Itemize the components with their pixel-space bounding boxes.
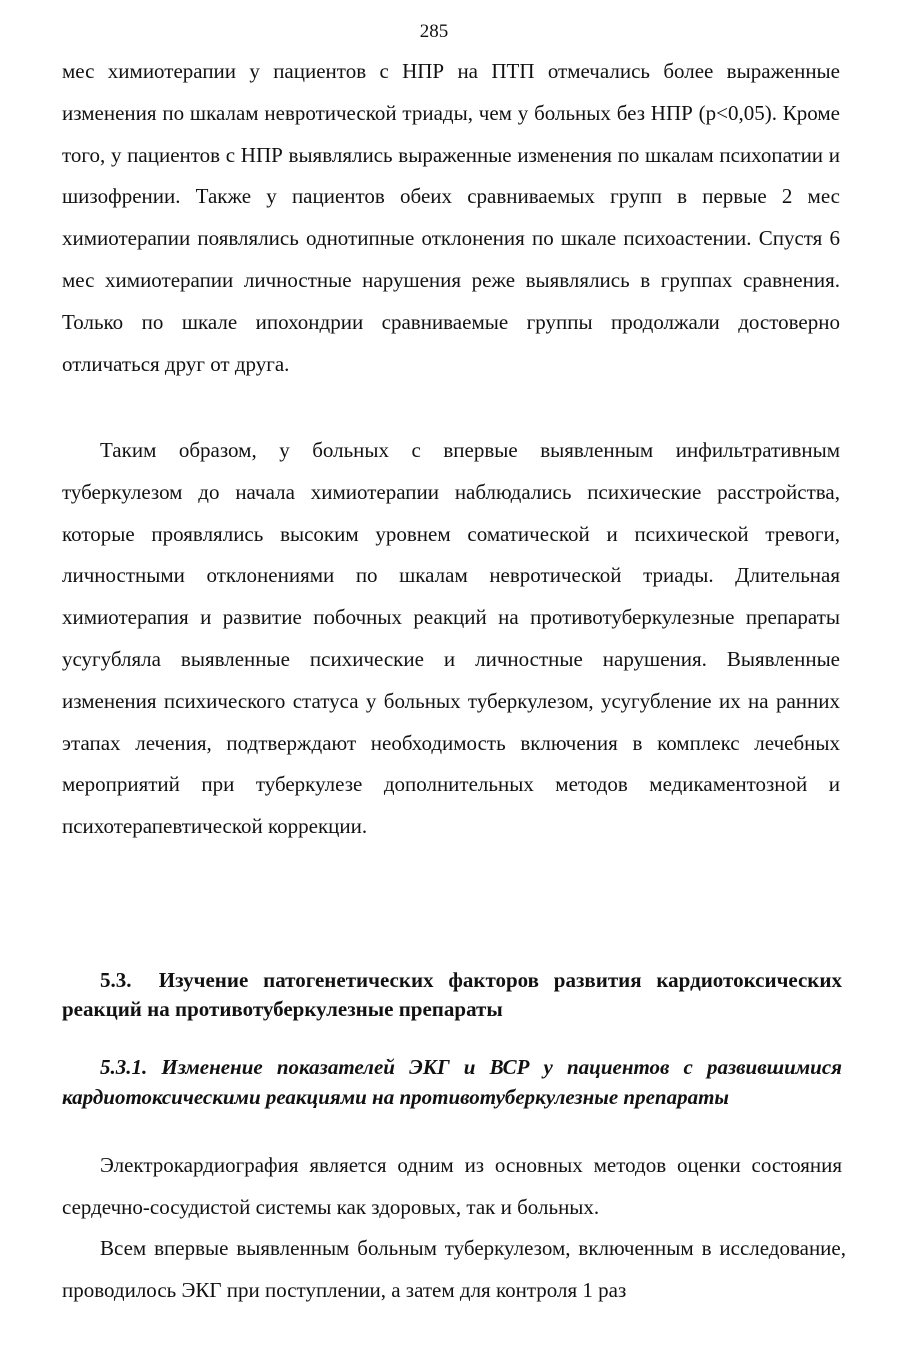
paragraph-ecg-intro: Электрокардиография является одним из основных методов оценки состояния сердечно-сосудистой системы как здоровых, так и больных. bbox=[62, 1153, 842, 1219]
paragraph-ecg-procedure: Всем впервые выявленным больным туберкулезом, включенным в исследование, проводилось ЭКГ при поступлении, а затем для контроля 1 раз bbox=[62, 1236, 846, 1302]
paragraph-psychological-scales: мес химиотерапии у пациентов с НПР на ПТП отмечались более выраженные изменения по шкалам невротической триады, чем у больных без НПР (p<0,05). Кроме того, у пациентов с НПР выявлялись выраженные изменения по шкалам психопатии и шизофрении. Также у пациентов обеих сравниваемых групп в первые 2 мес химиотерапии появлялись однотипные отклонения по шкале психоастении. Спустя 6 мес химиотерапии личностные нарушения реже выявлялись в группах сравнения. Только по шкале ипохондрии сравниваемые группы продолжали достоверно отличаться друг от друга. bbox=[62, 59, 840, 376]
subsection-heading: 5.3.1. Изменение показателей ЭКГ и ВСР у пациентов с развившимися кардиотоксическими реакциями на противотуберкулезные препараты bbox=[62, 1055, 842, 1109]
section-heading bbox=[62, 966, 842, 1024]
paragraph-conclusion: Таким образом, у больных с впервые выявленным инфильтративным туберкулезом до начала химиотерапии наблюдались психические расстройства, которые проявлялись высоким уровнем соматической и психической тревоги, личностными отклонениями по шкалам невротической триады. Длительная химиотерапия и развитие побочных реакций на противотуберкулезные препараты усугубляла выявленные психические и личностные нарушения. Выявленные изменения психического статуса у больных туберкулезом, усугубление их на ранних этапах лечения, подтверждают необходимость включения в комплекс лечебных мероприятий при туберкулезе дополнительных методов медикаментозной и психотерапевтической коррекции. bbox=[62, 438, 840, 839]
section-title: Изучение патогенетических факторов развития кардиотоксических реакций на противотуберкулезные препараты bbox=[62, 968, 843, 1021]
page-number: 285 bbox=[419, 21, 449, 42]
section-number: 5.3. bbox=[100, 968, 132, 992]
